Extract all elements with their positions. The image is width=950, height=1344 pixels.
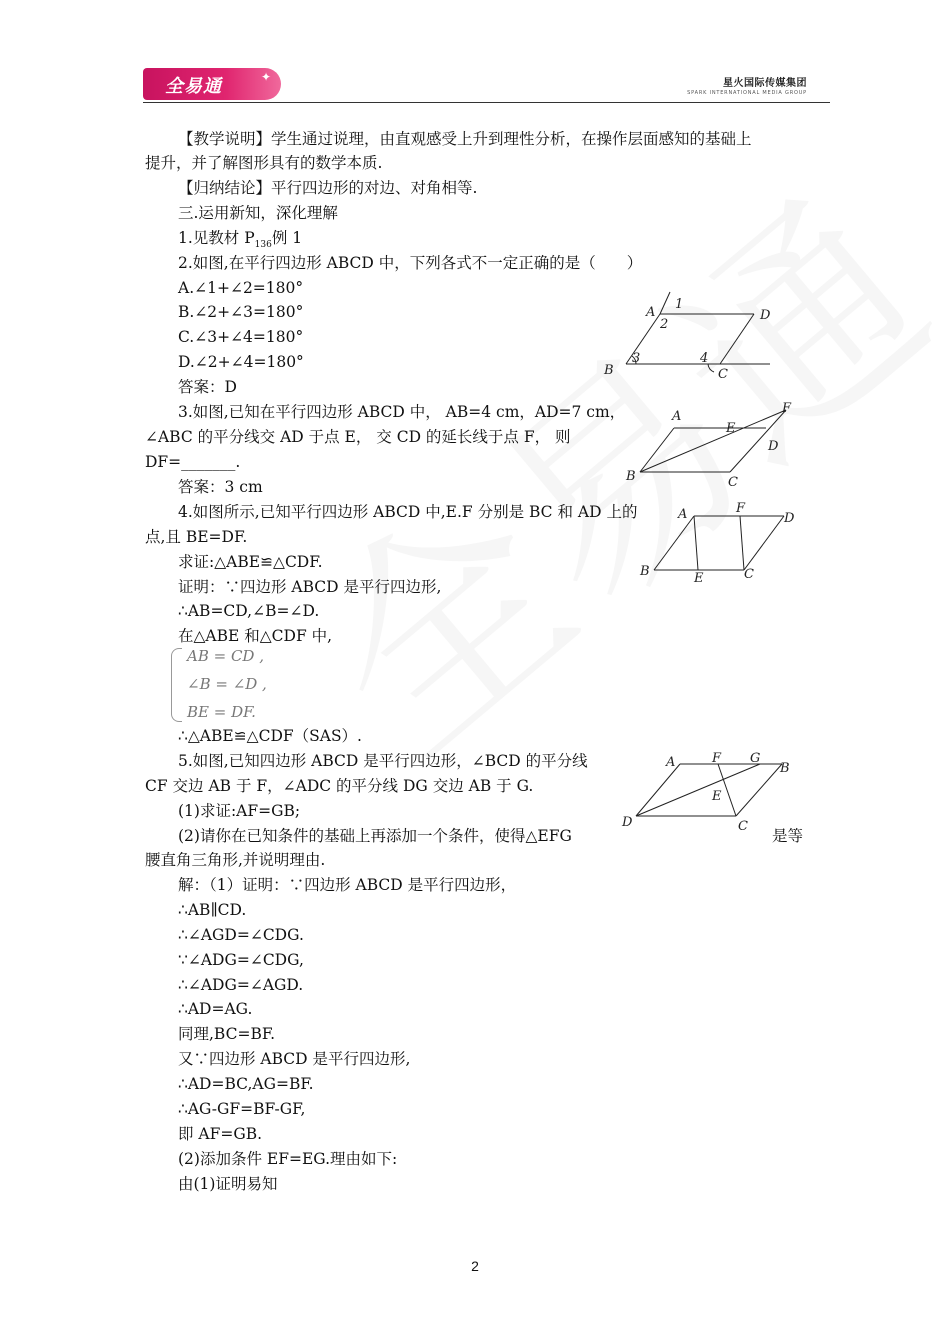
fig1-label-d: D xyxy=(760,308,771,323)
fig1-angle-1: 1 xyxy=(675,297,684,312)
q5-part-2a: (2)请你在已知条件的基础上再添加一个条件，使得△EFG xyxy=(178,827,572,845)
q1-text: 1.见教材 P xyxy=(178,229,255,247)
star-icon: ✦ xyxy=(260,70,271,84)
fig1-label-a: A xyxy=(646,305,656,320)
conclusion: 【归纳结论】平行四边形的对边、对角相等. xyxy=(178,179,478,197)
question-3-line-2: ∠ABC 的平分线交 AD 于点 E， 交 CD 的延长线于点 F， 则 xyxy=(145,428,571,446)
question-3-line-1: 3.如图,已知在平行四边形 ABCD 中， AB=4 cm，AD=7 cm， xyxy=(178,403,626,421)
brand-name-en: SPARK INTERNATIONAL MEDIA GROUP xyxy=(687,90,807,96)
fig4-label-f: F xyxy=(712,751,722,766)
fig4-label-d: D xyxy=(622,815,633,830)
figure-q3-parallelogram xyxy=(624,400,800,486)
q5-part-1: (1)求证:AF=GB; xyxy=(178,802,301,820)
fig1-angle-3: 3 xyxy=(632,351,641,366)
fig3-label-e: E xyxy=(694,571,704,584)
section-heading: 三.运用新知，深化理解 xyxy=(178,204,338,222)
equation-brace xyxy=(171,648,182,722)
solution-1: 解：（1）证明：∵四边形 ABCD 是平行四边形， xyxy=(178,876,517,894)
q4-system-3: BE = DF. xyxy=(187,703,256,721)
question-5-line-2: CF 交边 AB 于 F，∠ADC 的平分线 DG 交边 AB 于 G. xyxy=(145,777,534,795)
brand-logo xyxy=(143,68,281,100)
fig3-label-b: B xyxy=(640,564,650,579)
fig2-label-f: F xyxy=(782,401,792,416)
fig3-label-d: D xyxy=(784,511,795,526)
fig4-label-c: C xyxy=(738,819,748,834)
q4-prove: 求证:△ABE≌△CDF. xyxy=(178,553,323,571)
q5-part-2b: 是等 xyxy=(772,827,804,845)
fig3-label-f: F xyxy=(736,501,746,516)
fig3-label-c: C xyxy=(744,567,754,582)
q4-proof-2: ∴AB=CD,∠B=∠D. xyxy=(178,602,320,620)
figure-q4-parallelogram xyxy=(636,500,802,584)
q4-system-2: ∠B = ∠D , xyxy=(187,675,267,693)
header-rule xyxy=(143,102,830,103)
fig1-label-b: B xyxy=(604,363,614,378)
q5-part-2c: 腰直角三角形,并说明理由. xyxy=(145,851,326,869)
solution-4: ∵∠ADG=∠CDG, xyxy=(178,951,304,969)
q4-proof-3: 在△ABE 和△CDF 中, xyxy=(178,627,333,645)
solution-3: ∴∠AGD=∠CDG. xyxy=(178,926,304,944)
solution-7: 同理,BC=BF. xyxy=(178,1025,276,1043)
figure-q5-parallelogram xyxy=(620,748,800,834)
fig2-label-d: D xyxy=(768,439,779,454)
brand-name-cn: 星火国际传媒集团 xyxy=(723,78,807,89)
logo-text: 全易通 xyxy=(165,76,222,97)
question-5-line-1: 5.如图,已知四边形 ABCD 是平行四边形，∠BCD 的平分线 xyxy=(178,752,588,770)
solution-2: ∴AB∥CD. xyxy=(178,901,247,919)
watermark xyxy=(240,116,950,813)
solution-5: ∴∠ADG=∠AGD. xyxy=(178,976,304,994)
solution-13: 由(1)证明易知 xyxy=(178,1175,278,1193)
fig2-label-a: A xyxy=(672,409,682,424)
fig2-label-c: C xyxy=(728,475,738,486)
solution-12: (2)添加条件 EF=EG.理由如下: xyxy=(178,1150,398,1168)
teach-note-line-2: 提升，并了解图形具有的数学本质. xyxy=(145,154,383,172)
q3-answer: 答案：3 cm xyxy=(178,478,263,496)
q2-option-a: A.∠1+∠2=180° xyxy=(178,279,304,297)
fig2-label-e: E xyxy=(726,421,736,436)
question-4-line-2: 点,且 BE=DF. xyxy=(145,528,248,546)
question-1 xyxy=(178,228,302,255)
figure-q2-parallelogram xyxy=(596,284,786,382)
q2-option-d: D.∠2+∠4=180° xyxy=(178,353,304,371)
q4-proof-1: 证明：∵四边形 ABCD 是平行四边形, xyxy=(178,578,442,596)
fig4-label-g: G xyxy=(750,751,761,766)
fig4-label-a: A xyxy=(666,755,676,770)
fig1-angle-4: 4 xyxy=(700,351,709,366)
solution-9: ∴AD=BC,AG=BF. xyxy=(178,1075,314,1093)
q4-system-1: AB = CD , xyxy=(187,647,264,665)
solution-8: 又∵四边形 ABCD 是平行四边形, xyxy=(178,1050,411,1068)
fig1-angle-2: 2 xyxy=(660,317,669,332)
fig1-label-c: C xyxy=(718,367,728,382)
q2-answer: 答案：D xyxy=(178,378,237,396)
q2-option-c: C.∠3+∠4=180° xyxy=(178,328,304,346)
solution-11: 即 AF=GB. xyxy=(178,1125,263,1143)
q4-conclusion: ∴△ABE≌△CDF（SAS）. xyxy=(178,727,362,745)
q1-post: 例 1 xyxy=(271,229,303,247)
q2-option-b: B.∠2+∠3=180° xyxy=(178,303,304,321)
fig2-label-b: B xyxy=(626,469,636,484)
teach-note-line-1: 【教学说明】学生通过说理，由直观感受上升到理性分析，在操作层面感知的基础上 xyxy=(178,130,752,148)
question-3-line-3: DF=_______. xyxy=(145,453,241,471)
page-number: 2 xyxy=(471,1258,479,1274)
fig3-label-a: A xyxy=(678,507,688,522)
fig4-label-e: E xyxy=(712,789,722,804)
question-2-stem: 2.如图,在平行四边形 ABCD 中，下列各式不一定正确的是（ ） xyxy=(178,254,643,272)
question-4-line-1: 4.如图所示,已知平行四边形 ABCD 中,E.F 分别是 BC 和 AD 上的 xyxy=(178,503,638,521)
solution-6: ∴AD=AG. xyxy=(178,1000,253,1018)
publisher-brand xyxy=(687,74,807,96)
solution-10: ∴AG-GF=BF-GF, xyxy=(178,1100,306,1118)
fig4-label-b: B xyxy=(780,761,790,776)
q1-page-sub: 136 xyxy=(254,240,272,251)
